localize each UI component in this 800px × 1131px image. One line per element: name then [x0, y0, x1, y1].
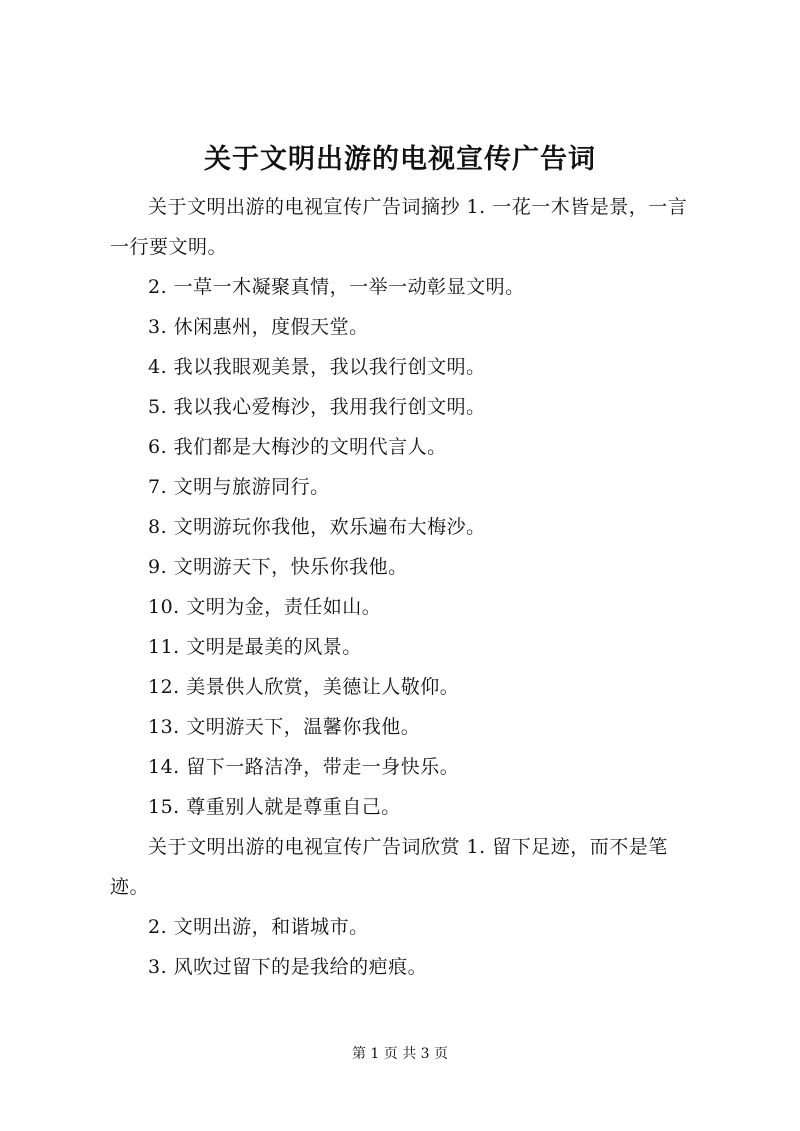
paragraph: 13. 文明游天下，温馨你我他。 [148, 716, 421, 738]
paragraph: 11. 文明是最美的风景。 [148, 636, 362, 658]
paragraph: 3. 休闲惠州，度假天堂。 [148, 316, 369, 338]
page-footer: 第 1 页 共 3 页 [351, 1046, 449, 1062]
paragraph: 10. 文明为金，责任如山。 [148, 596, 382, 618]
paragraph: 14. 留下一路洁净，带走一身快乐。 [148, 756, 460, 778]
paragraph: 5. 我以我心爱梅沙，我用我行创文明。 [148, 396, 486, 418]
document-title: 关于文明出游的电视宣传广告词 [204, 144, 596, 175]
document-body [110, 187, 705, 987]
paragraph: 2. 一草一木凝聚真情，一举一动彰显文明。 [148, 276, 525, 298]
paragraph: 3. 风吹过留下的是我给的疤痕。 [148, 956, 428, 978]
paragraph: 15. 尊重别人就是尊重自己。 [148, 796, 401, 818]
paragraph: 关于文明出游的电视宣传广告词摘抄 1. 一花一木皆是景，一言一行要文明。 [110, 196, 688, 258]
paragraph: 8. 文明游玩你我他，欢乐遍布大梅沙。 [148, 516, 486, 538]
paragraph: 2. 文明出游，和谐城市。 [148, 916, 369, 938]
paragraph: 4. 我以我眼观美景，我以我行创文明。 [148, 356, 486, 378]
paragraph: 12. 美景供人欣赏，美德让人敬仰。 [148, 676, 460, 698]
paragraph: 6. 我们都是大梅沙的文明代言人。 [148, 436, 447, 458]
paragraph: 关于文明出游的电视宣传广告词欣赏 1. 留下足迹，而不是笔迹。 [110, 836, 668, 898]
paragraph: 7. 文明与旅游同行。 [148, 476, 330, 498]
paragraph: 9. 文明游天下，快乐你我他。 [148, 556, 408, 578]
